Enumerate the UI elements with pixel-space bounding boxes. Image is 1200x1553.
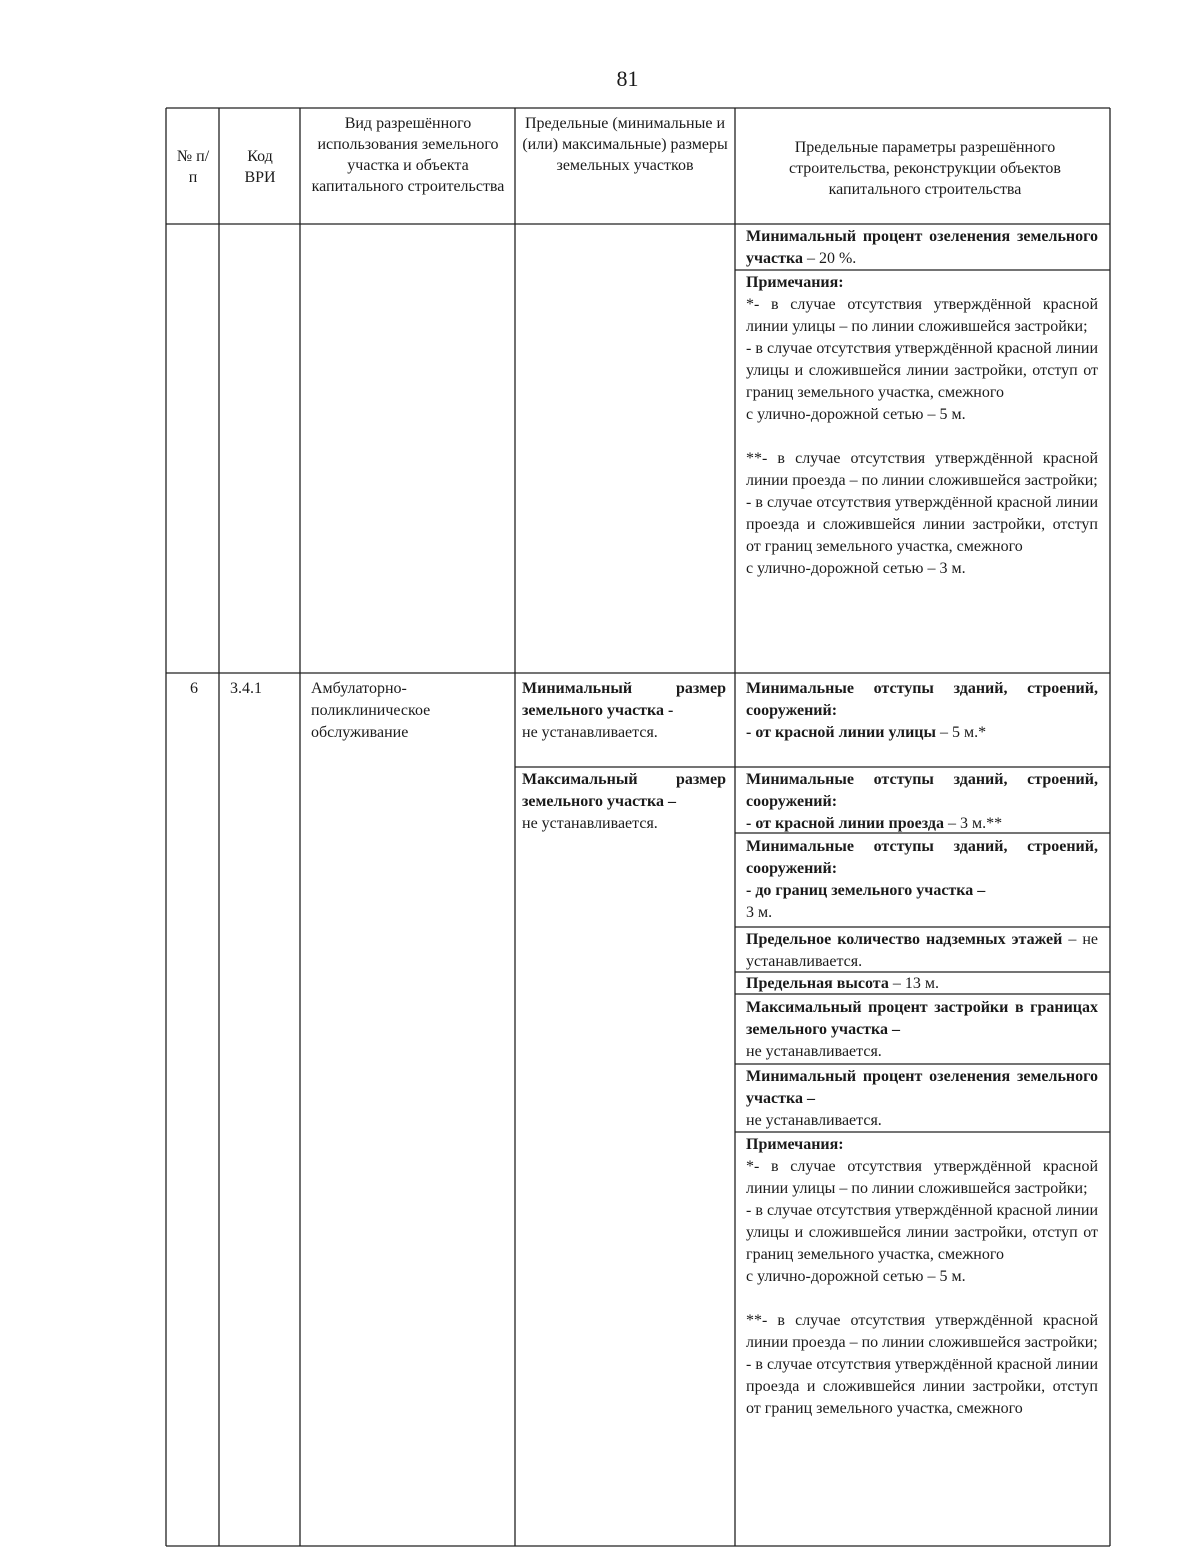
cont-note-1b: - в случае отсутствия утверждённой красной линии улицы и сложившейся линии застройки, отступ от границ земельного участка, смежного <box>746 340 1098 401</box>
row6-p3-label: Минимальные отступы зданий, строений, сооружений: <box>746 838 1098 877</box>
row6-p3-line-label: - до границ земельного участка – <box>746 882 986 899</box>
row6-p1-label: Минимальные отступы зданий, строений, сооружений: <box>746 680 1098 719</box>
row6-num: 6 <box>190 680 198 697</box>
row6-p4-label: Предельное количество надземных этажей <box>746 931 1063 948</box>
row6-p5-label: Предельная высота <box>746 975 889 992</box>
row6-notes-title: Примечания: <box>746 1136 844 1153</box>
row6-min-size-label: Минимальный размер земельного участка - <box>522 680 726 719</box>
cont-note-1a: *- в случае отсутствия утверждённой красной линии улицы – по линии сложившейся застройки; <box>746 296 1098 335</box>
row6-p3-line-value: 3 м. <box>746 904 773 921</box>
row6-p7-label: Минимальный процент озеленения земельного участка – <box>746 1068 1098 1107</box>
row6-note-2b: - в случае отсутствия утверждённой красной линии проезда и сложившейся линии застройки, отступ от границ земельного участка, смежного <box>746 1356 1098 1417</box>
row6-notes <box>746 1134 1098 1420</box>
row6-note-1b: - в случае отсутствия утверждённой красной линии улицы и сложившейся линии застройки, отступ от границ земельного участка, смежного <box>746 1202 1098 1263</box>
row6-param-setback-street <box>746 678 1098 744</box>
row6-param-floors <box>746 929 1098 973</box>
cont-greening-value: – 20 %. <box>802 250 857 267</box>
row6-max-size <box>522 769 726 835</box>
row6-p7-value: не устанавливается. <box>746 1112 882 1129</box>
cont-greening <box>746 226 1098 270</box>
cont-note-1c: с улично-дорожной сетью – 5 м. <box>746 406 966 423</box>
row6-param-height <box>746 973 1098 995</box>
header-col-code: Код ВРИ <box>244 148 276 186</box>
row6-note-2a: **- в случае отсутствия утверждённой красной линии проезда – по линии сложившейся застройки; <box>746 1312 1098 1351</box>
row6-max-size-label: Максимальный размер земельного участка – <box>522 771 726 810</box>
header-col-sizes: Предельные (минимальные и (или) максимальные) размеры земельных участков <box>522 115 728 174</box>
row6-max-size-value: не устанавливается. <box>522 815 658 832</box>
row6-param-setback-passage <box>746 769 1098 835</box>
header-col-params: Предельные параметры разрешённого строительства, реконструкции объектов капитального строительства <box>789 139 1061 198</box>
header-col-num: № п/п <box>176 148 210 186</box>
row6-p2-label: Минимальные отступы зданий, строений, сооружений: <box>746 771 1098 810</box>
cont-notes-title: Примечания: <box>746 274 844 291</box>
row6-param-setback-boundary <box>746 836 1098 924</box>
row6-p6-label: Максимальный процент застройки в границах земельного участка – <box>746 999 1098 1038</box>
row6-p1-line-value: – 5 м.* <box>936 724 987 741</box>
cont-note-2b: - в случае отсутствия утверждённой красной линии проезда и сложившейся линии застройки, отступ от границ земельного участка, смежного <box>746 494 1098 555</box>
row6-note-1a: *- в случае отсутствия утверждённой красной линии улицы – по линии сложившейся застройки; <box>746 1158 1098 1197</box>
row6-param-coverage <box>746 997 1098 1063</box>
row6-p6-value: не устанавливается. <box>746 1043 882 1060</box>
row6-param-greening <box>746 1066 1098 1132</box>
cont-note-2c: с улично-дорожной сетью – 3 м. <box>746 560 966 577</box>
row6-p2-line-label: - от красной линии проезда <box>746 815 944 832</box>
cont-notes <box>746 272 1098 580</box>
cont-note-2a: **- в случае отсутствия утверждённой красной линии проезда – по линии сложившейся застройки; <box>746 450 1098 489</box>
row6-p1-line-label: - от красной линии улицы <box>746 724 936 741</box>
row6-code: 3.4.1 <box>230 680 262 697</box>
row6-note-1c: с улично-дорожной сетью – 5 м. <box>746 1268 966 1285</box>
row6-p2-line-value: – 3 м.** <box>943 815 1003 832</box>
row6-min-size <box>522 678 726 744</box>
row6-p5-value: – 13 м. <box>888 975 939 992</box>
row6-p4-value: – не устанавливается. <box>746 931 1098 970</box>
page-number: 81 <box>616 66 639 91</box>
cont-greening-label: Минимальный процент озеленения земельного участка <box>746 228 1098 267</box>
row6-kind: Амбулаторно-поликлиническое обслуживание <box>311 680 431 741</box>
header-col-kind: Вид разрешённого использования земельного участка и объекта капитального строительства <box>311 115 505 195</box>
row6-min-size-value: не устанавливается. <box>522 724 658 741</box>
